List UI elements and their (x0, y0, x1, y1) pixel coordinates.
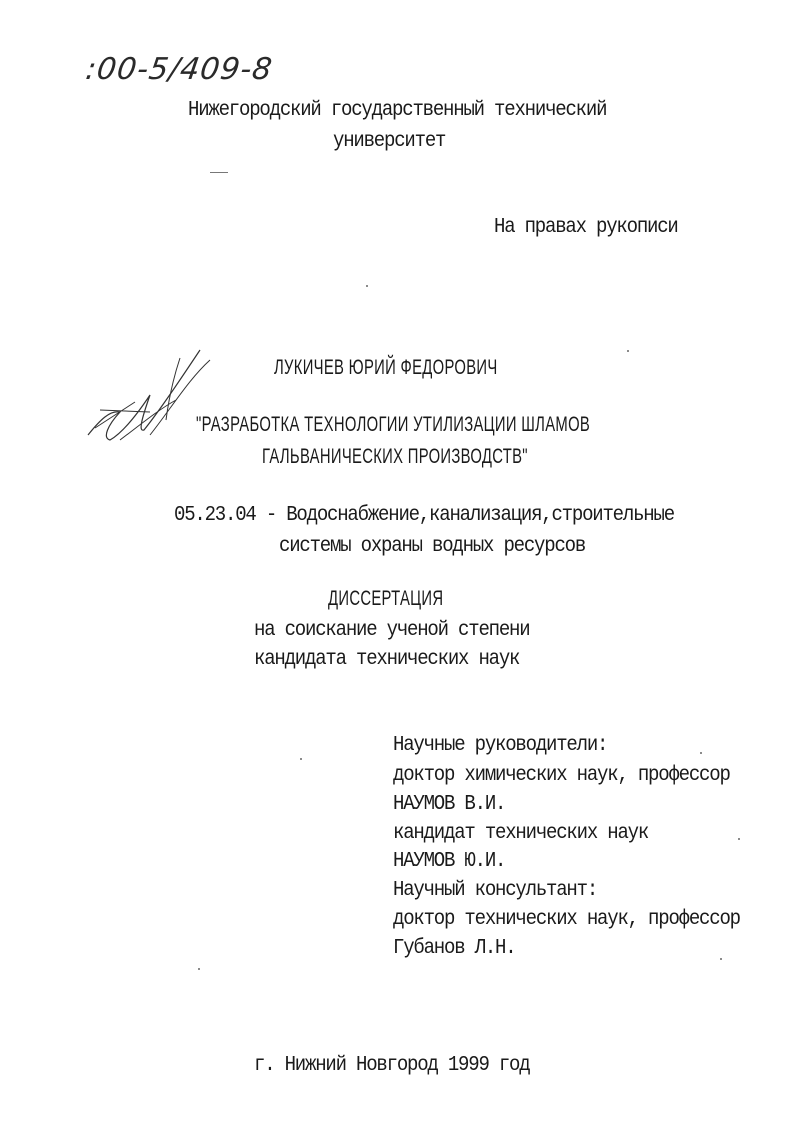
consultant-title: доктор технических наук, профессор (393, 906, 740, 931)
city-year: г. Нижний Новгород 1999 год (254, 1052, 530, 1077)
university-name-line1: Нижегородский государственный технический (188, 97, 607, 122)
supervisor2-name: НАУМОВ Ю.И. (393, 848, 506, 873)
supervisor1-name: НАУМОВ В.И. (393, 791, 506, 816)
document-type: ДИССЕРТАЦИЯ (328, 587, 444, 611)
scan-speck (366, 285, 368, 287)
consultant-heading: Научный консультант: (393, 877, 598, 902)
consultant-name: Губанов Л.Н. (393, 935, 516, 960)
author-name: ЛУКИЧЕВ ЮРИЙ ФЕДОРОВИЧ (274, 356, 498, 380)
scan-speck (627, 350, 629, 352)
title-line1: "РАЗРАБОТКА ТЕХНОЛОГИИ УТИЛИЗАЦИИ ШЛАМОВ (196, 413, 591, 437)
degree-line1: на соискание ученой степени (254, 617, 530, 642)
degree-line2: кандидата технических наук (254, 646, 520, 671)
title-line2: ГАЛЬВАНИЧЕСКИХ ПРОИЗВОДСТВ" (262, 445, 528, 469)
scan-speck (738, 838, 740, 840)
supervisor2-title: кандидат технических наук (393, 820, 649, 845)
scan-speck (700, 752, 702, 754)
supervisor1-title: доктор химических наук, профессор (393, 762, 730, 787)
university-name-line2: университет (333, 128, 446, 153)
archive-code: :00-5/409-8 (83, 52, 275, 87)
stray-mark (210, 172, 228, 173)
specialty-line2: системы охраны водных ресурсов (279, 533, 586, 558)
scan-speck (300, 758, 302, 760)
scan-speck (720, 958, 722, 960)
supervisors-heading: Научные руководители: (393, 732, 608, 757)
signature (80, 340, 220, 460)
rights-note: На правах рукописи (494, 214, 678, 239)
scan-speck (198, 968, 200, 970)
specialty-line1: 05.23.04 - Водоснабжение,канализация,строительные (174, 502, 674, 527)
